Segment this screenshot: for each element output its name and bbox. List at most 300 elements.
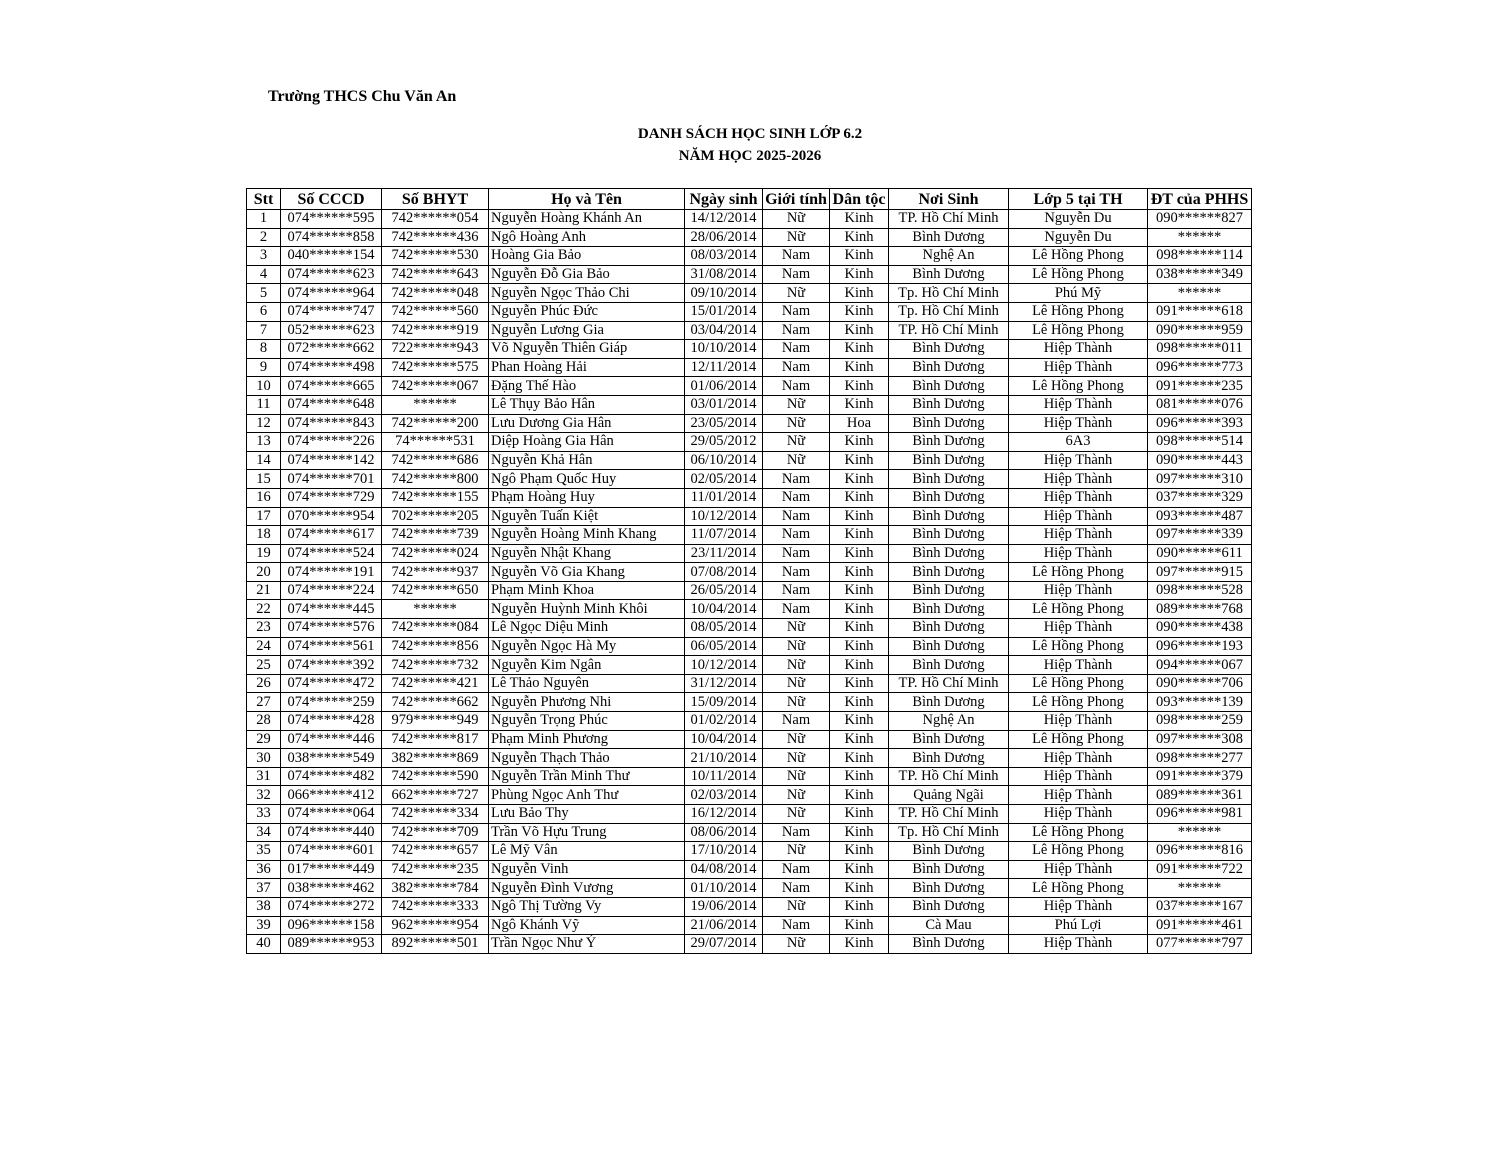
cell-gender: Nữ xyxy=(763,414,830,433)
cell-full-name: Nguyễn Trần Minh Thư xyxy=(489,767,685,786)
cell-birthplace: TP. Hồ Chí Minh xyxy=(889,210,1009,229)
cell-parent-phone: 091******379 xyxy=(1148,767,1252,786)
cell-grade5-school: Phú Lợi xyxy=(1009,916,1148,935)
table-row xyxy=(247,823,1252,842)
cell-stt: 18 xyxy=(247,526,281,545)
cell-parent-phone: 096******816 xyxy=(1148,842,1252,861)
cell-full-name: Diệp Hoàng Gia Hân xyxy=(489,433,685,452)
cell-grade5-school: Hiệp Thành xyxy=(1009,897,1148,916)
cell-cccd: 074******446 xyxy=(281,730,382,749)
cell-bhyt: 742******817 xyxy=(382,730,489,749)
cell-gender: Nam xyxy=(763,860,830,879)
cell-gender: Nam xyxy=(763,526,830,545)
cell-parent-phone: 089******361 xyxy=(1148,786,1252,805)
cell-birth-date: 03/04/2014 xyxy=(685,321,763,340)
cell-gender: Nữ xyxy=(763,619,830,638)
cell-gender: Nam xyxy=(763,563,830,582)
cell-stt: 9 xyxy=(247,358,281,377)
cell-ethnicity: Kinh xyxy=(830,488,889,507)
cell-cccd: 074******498 xyxy=(281,358,382,377)
cell-cccd: 052******623 xyxy=(281,321,382,340)
cell-parent-phone: 090******706 xyxy=(1148,674,1252,693)
cell-ethnicity: Kinh xyxy=(830,433,889,452)
cell-full-name: Lưu Dương Gia Hân xyxy=(489,414,685,433)
table-row xyxy=(247,488,1252,507)
cell-birthplace: Bình Dương xyxy=(889,860,1009,879)
table-row xyxy=(247,433,1252,452)
cell-full-name: Nguyễn Hoàng Minh Khang xyxy=(489,526,685,545)
cell-parent-phone: 098******259 xyxy=(1148,712,1252,731)
cell-grade5-school: Lê Hồng Phong xyxy=(1009,842,1148,861)
cell-cccd: 072******662 xyxy=(281,340,382,359)
cell-bhyt: 382******869 xyxy=(382,749,489,768)
cell-stt: 39 xyxy=(247,916,281,935)
cell-gender: Nam xyxy=(763,916,830,935)
cell-cccd: 074******428 xyxy=(281,712,382,731)
cell-birthplace: Bình Dương xyxy=(889,358,1009,377)
cell-parent-phone: 094******067 xyxy=(1148,656,1252,675)
cell-stt: 19 xyxy=(247,544,281,563)
cell-parent-phone: 089******768 xyxy=(1148,600,1252,619)
cell-bhyt: 742******575 xyxy=(382,358,489,377)
cell-ethnicity: Hoa xyxy=(830,414,889,433)
cell-parent-phone: 091******618 xyxy=(1148,302,1252,321)
cell-full-name: Hoàng Gia Bảo xyxy=(489,247,685,266)
cell-ethnicity: Kinh xyxy=(830,302,889,321)
cell-birth-date: 17/10/2014 xyxy=(685,842,763,861)
cell-full-name: Đặng Thế Hào xyxy=(489,377,685,396)
cell-grade5-school: Lê Hồng Phong xyxy=(1009,247,1148,266)
cell-grade5-school: Hiệp Thành xyxy=(1009,619,1148,638)
cell-bhyt: 742******067 xyxy=(382,377,489,396)
cell-gender: Nữ xyxy=(763,433,830,452)
cell-full-name: Lê Ngọc Diệu Minh xyxy=(489,619,685,638)
table-row xyxy=(247,581,1252,600)
cell-cccd: 074******482 xyxy=(281,767,382,786)
cell-full-name: Nguyễn Đình Vương xyxy=(489,879,685,898)
cell-full-name: Nguyễn Ngọc Hà My xyxy=(489,637,685,656)
cell-gender: Nam xyxy=(763,265,830,284)
cell-grade5-school: Phú Mỹ xyxy=(1009,284,1148,303)
cell-gender: Nam xyxy=(763,823,830,842)
cell-birth-date: 02/03/2014 xyxy=(685,786,763,805)
cell-bhyt: ****** xyxy=(382,600,489,619)
cell-bhyt: 742******643 xyxy=(382,265,489,284)
cell-cccd: 074******226 xyxy=(281,433,382,452)
table-row xyxy=(247,377,1252,396)
cell-birthplace: Cà Mau xyxy=(889,916,1009,935)
cell-cccd: 074******524 xyxy=(281,544,382,563)
cell-birth-date: 04/08/2014 xyxy=(685,860,763,879)
cell-stt: 26 xyxy=(247,674,281,693)
cell-bhyt: 742******235 xyxy=(382,860,489,879)
cell-birth-date: 02/05/2014 xyxy=(685,470,763,489)
table-row xyxy=(247,451,1252,470)
cell-gender: Nam xyxy=(763,302,830,321)
cell-grade5-school: Hiệp Thành xyxy=(1009,749,1148,768)
cell-bhyt: 742******155 xyxy=(382,488,489,507)
cell-full-name: Phạm Minh Phương xyxy=(489,730,685,749)
cell-bhyt: ****** xyxy=(382,395,489,414)
table-row xyxy=(247,860,1252,879)
cell-cccd: 040******154 xyxy=(281,247,382,266)
cell-full-name: Nguyễn Phúc Đức xyxy=(489,302,685,321)
cell-parent-phone: 090******827 xyxy=(1148,210,1252,229)
cell-cccd: 074******224 xyxy=(281,581,382,600)
cell-grade5-school: Lê Hồng Phong xyxy=(1009,879,1148,898)
cell-grade5-school: Lê Hồng Phong xyxy=(1009,823,1148,842)
cell-birth-date: 08/03/2014 xyxy=(685,247,763,266)
cell-birthplace: Tp. Hồ Chí Minh xyxy=(889,284,1009,303)
cell-cccd: 070******954 xyxy=(281,507,382,526)
cell-birthplace: TP. Hồ Chí Minh xyxy=(889,321,1009,340)
cell-birthplace: Bình Dương xyxy=(889,879,1009,898)
table-row xyxy=(247,619,1252,638)
cell-full-name: Nguyễn Ngọc Thảo Chi xyxy=(489,284,685,303)
cell-grade5-school: Nguyễn Du xyxy=(1009,210,1148,229)
column-header-cccd: Số CCCD xyxy=(281,189,382,210)
cell-birthplace: TP. Hồ Chí Minh xyxy=(889,805,1009,824)
cell-bhyt: 742******054 xyxy=(382,210,489,229)
cell-cccd: 089******953 xyxy=(281,935,382,954)
cell-birthplace: Nghệ An xyxy=(889,712,1009,731)
cell-grade5-school: Lê Hồng Phong xyxy=(1009,377,1148,396)
cell-cccd: 074******648 xyxy=(281,395,382,414)
cell-grade5-school: Hiệp Thành xyxy=(1009,395,1148,414)
cell-birthplace: Bình Dương xyxy=(889,414,1009,433)
cell-grade5-school: Lê Hồng Phong xyxy=(1009,730,1148,749)
cell-parent-phone: 098******114 xyxy=(1148,247,1252,266)
cell-bhyt: 742******856 xyxy=(382,637,489,656)
cell-full-name: Nguyễn Lương Gia xyxy=(489,321,685,340)
cell-bhyt: 742******662 xyxy=(382,693,489,712)
cell-gender: Nam xyxy=(763,879,830,898)
cell-bhyt: 742******919 xyxy=(382,321,489,340)
cell-ethnicity: Kinh xyxy=(830,767,889,786)
cell-bhyt: 742******650 xyxy=(382,581,489,600)
column-header-full-name: Họ và Tên xyxy=(489,189,685,210)
cell-gender: Nữ xyxy=(763,935,830,954)
table-row xyxy=(247,358,1252,377)
cell-birth-date: 31/12/2014 xyxy=(685,674,763,693)
table-row xyxy=(247,749,1252,768)
cell-parent-phone: 097******915 xyxy=(1148,563,1252,582)
cell-bhyt: 742******709 xyxy=(382,823,489,842)
cell-cccd: 074******701 xyxy=(281,470,382,489)
cell-cccd: 096******158 xyxy=(281,916,382,935)
cell-stt: 17 xyxy=(247,507,281,526)
table-row xyxy=(247,284,1252,303)
cell-cccd: 074******617 xyxy=(281,526,382,545)
cell-bhyt: 742******084 xyxy=(382,619,489,638)
table-row xyxy=(247,247,1252,266)
cell-grade5-school: Hiệp Thành xyxy=(1009,581,1148,600)
cell-gender: Nam xyxy=(763,247,830,266)
column-header-ethnicity: Dân tộc xyxy=(830,189,889,210)
cell-gender: Nam xyxy=(763,340,830,359)
cell-parent-phone: 096******981 xyxy=(1148,805,1252,824)
cell-stt: 27 xyxy=(247,693,281,712)
cell-ethnicity: Kinh xyxy=(830,377,889,396)
cell-ethnicity: Kinh xyxy=(830,916,889,935)
cell-cccd: 074******440 xyxy=(281,823,382,842)
cell-cccd: 074******729 xyxy=(281,488,382,507)
cell-cccd: 038******549 xyxy=(281,749,382,768)
cell-birth-date: 03/01/2014 xyxy=(685,395,763,414)
table-row xyxy=(247,600,1252,619)
cell-full-name: Nguyễn Võ Gia Khang xyxy=(489,563,685,582)
cell-grade5-school: 6A3 xyxy=(1009,433,1148,452)
cell-parent-phone: 097******310 xyxy=(1148,470,1252,489)
cell-full-name: Nguyễn Khả Hân xyxy=(489,451,685,470)
cell-cccd: 074******858 xyxy=(281,228,382,247)
cell-stt: 16 xyxy=(247,488,281,507)
cell-gender: Nữ xyxy=(763,730,830,749)
cell-cccd: 074******665 xyxy=(281,377,382,396)
cell-birth-date: 10/04/2014 xyxy=(685,600,763,619)
cell-ethnicity: Kinh xyxy=(830,935,889,954)
table-row xyxy=(247,897,1252,916)
cell-stt: 40 xyxy=(247,935,281,954)
cell-ethnicity: Kinh xyxy=(830,879,889,898)
cell-ethnicity: Kinh xyxy=(830,805,889,824)
cell-birthplace: Quảng Ngãi xyxy=(889,786,1009,805)
school-year-title: NĂM HỌC 2025-2026 xyxy=(678,148,822,164)
cell-ethnicity: Kinh xyxy=(830,340,889,359)
cell-parent-phone: 093******139 xyxy=(1148,693,1252,712)
cell-birth-date: 14/12/2014 xyxy=(685,210,763,229)
table-row xyxy=(247,210,1252,229)
cell-bhyt: 742******800 xyxy=(382,470,489,489)
cell-parent-phone: 091******235 xyxy=(1148,377,1252,396)
cell-birth-date: 23/05/2014 xyxy=(685,414,763,433)
cell-gender: Nữ xyxy=(763,451,830,470)
cell-gender: Nam xyxy=(763,488,830,507)
cell-full-name: Nguyễn Phương Nhi xyxy=(489,693,685,712)
cell-full-name: Lê Thảo Nguyên xyxy=(489,674,685,693)
cell-full-name: Phan Hoàng Hải xyxy=(489,358,685,377)
cell-full-name: Ngô Phạm Quốc Huy xyxy=(489,470,685,489)
cell-cccd: 038******462 xyxy=(281,879,382,898)
cell-cccd: 074******445 xyxy=(281,600,382,619)
cell-bhyt: 662******727 xyxy=(382,786,489,805)
cell-cccd: 074******843 xyxy=(281,414,382,433)
cell-grade5-school: Hiệp Thành xyxy=(1009,544,1148,563)
cell-birth-date: 08/05/2014 xyxy=(685,619,763,638)
cell-stt: 11 xyxy=(247,395,281,414)
cell-birth-date: 01/02/2014 xyxy=(685,712,763,731)
table-row xyxy=(247,302,1252,321)
table-row xyxy=(247,805,1252,824)
cell-parent-phone: 091******461 xyxy=(1148,916,1252,935)
column-header-gender: Giới tính xyxy=(763,189,830,210)
cell-birth-date: 10/11/2014 xyxy=(685,767,763,786)
cell-grade5-school: Lê Hồng Phong xyxy=(1009,563,1148,582)
cell-stt: 2 xyxy=(247,228,281,247)
cell-birthplace: Bình Dương xyxy=(889,340,1009,359)
cell-birthplace: Bình Dương xyxy=(889,470,1009,489)
cell-stt: 3 xyxy=(247,247,281,266)
cell-bhyt: 742******333 xyxy=(382,897,489,916)
cell-full-name: Nguyễn Huỳnh Minh Khôi xyxy=(489,600,685,619)
table-row xyxy=(247,544,1252,563)
table-row xyxy=(247,563,1252,582)
cell-stt: 29 xyxy=(247,730,281,749)
table-row xyxy=(247,767,1252,786)
cell-grade5-school: Hiệp Thành xyxy=(1009,935,1148,954)
cell-birth-date: 21/10/2014 xyxy=(685,749,763,768)
cell-birthplace: Bình Dương xyxy=(889,600,1009,619)
cell-parent-phone: 081******076 xyxy=(1148,395,1252,414)
cell-stt: 14 xyxy=(247,451,281,470)
cell-ethnicity: Kinh xyxy=(830,507,889,526)
cell-birthplace: Bình Dương xyxy=(889,451,1009,470)
cell-ethnicity: Kinh xyxy=(830,563,889,582)
cell-ethnicity: Kinh xyxy=(830,395,889,414)
cell-grade5-school: Hiệp Thành xyxy=(1009,470,1148,489)
cell-bhyt: 892******501 xyxy=(382,935,489,954)
cell-stt: 32 xyxy=(247,786,281,805)
cell-birth-date: 10/12/2014 xyxy=(685,507,763,526)
cell-bhyt: 742******530 xyxy=(382,247,489,266)
cell-stt: 35 xyxy=(247,842,281,861)
cell-birthplace: Bình Dương xyxy=(889,730,1009,749)
cell-parent-phone: ****** xyxy=(1148,879,1252,898)
cell-birth-date: 01/06/2014 xyxy=(685,377,763,396)
cell-grade5-school: Hiệp Thành xyxy=(1009,805,1148,824)
cell-ethnicity: Kinh xyxy=(830,749,889,768)
cell-bhyt: 74******531 xyxy=(382,433,489,452)
cell-full-name: Phạm Minh Khoa xyxy=(489,581,685,600)
cell-stt: 13 xyxy=(247,433,281,452)
cell-bhyt: 742******334 xyxy=(382,805,489,824)
cell-gender: Nữ xyxy=(763,210,830,229)
cell-grade5-school: Hiệp Thành xyxy=(1009,358,1148,377)
cell-birth-date: 10/04/2014 xyxy=(685,730,763,749)
cell-stt: 20 xyxy=(247,563,281,582)
cell-gender: Nữ xyxy=(763,284,830,303)
cell-gender: Nữ xyxy=(763,674,830,693)
cell-parent-phone: 097******308 xyxy=(1148,730,1252,749)
cell-ethnicity: Kinh xyxy=(830,637,889,656)
cell-full-name: Nguyễn Tuấn Kiệt xyxy=(489,507,685,526)
cell-stt: 1 xyxy=(247,210,281,229)
cell-full-name: Nguyễn Hoàng Khánh An xyxy=(489,210,685,229)
cell-grade5-school: Hiệp Thành xyxy=(1009,507,1148,526)
cell-ethnicity: Kinh xyxy=(830,470,889,489)
cell-grade5-school: Hiệp Thành xyxy=(1009,767,1148,786)
student-roster-table xyxy=(246,188,1252,954)
cell-ethnicity: Kinh xyxy=(830,656,889,675)
cell-birth-date: 10/10/2014 xyxy=(685,340,763,359)
cell-parent-phone: 096******193 xyxy=(1148,637,1252,656)
cell-birthplace: Bình Dương xyxy=(889,693,1009,712)
cell-grade5-school: Hiệp Thành xyxy=(1009,414,1148,433)
cell-stt: 15 xyxy=(247,470,281,489)
cell-birthplace: Bình Dương xyxy=(889,228,1009,247)
cell-grade5-school: Hiệp Thành xyxy=(1009,526,1148,545)
cell-gender: Nam xyxy=(763,377,830,396)
cell-ethnicity: Kinh xyxy=(830,228,889,247)
table-row xyxy=(247,712,1252,731)
cell-ethnicity: Kinh xyxy=(830,526,889,545)
cell-birth-date: 21/06/2014 xyxy=(685,916,763,935)
cell-full-name: Nguyễn Kim Ngân xyxy=(489,656,685,675)
cell-bhyt: 742******732 xyxy=(382,656,489,675)
cell-parent-phone: 097******339 xyxy=(1148,526,1252,545)
cell-gender: Nữ xyxy=(763,805,830,824)
cell-birth-date: 29/05/2012 xyxy=(685,433,763,452)
cell-stt: 7 xyxy=(247,321,281,340)
cell-gender: Nam xyxy=(763,321,830,340)
cell-parent-phone: 090******438 xyxy=(1148,619,1252,638)
cell-cccd: 017******449 xyxy=(281,860,382,879)
column-header-birthplace: Nơi Sinh xyxy=(889,189,1009,210)
cell-full-name: Nguyễn Trọng Phúc xyxy=(489,712,685,731)
cell-stt: 28 xyxy=(247,712,281,731)
table-row xyxy=(247,321,1252,340)
cell-birth-date: 26/05/2014 xyxy=(685,581,763,600)
cell-grade5-school: Lê Hồng Phong xyxy=(1009,637,1148,656)
cell-bhyt: 382******784 xyxy=(382,879,489,898)
cell-birthplace: Bình Dương xyxy=(889,637,1009,656)
cell-ethnicity: Kinh xyxy=(830,358,889,377)
cell-ethnicity: Kinh xyxy=(830,842,889,861)
cell-birthplace: Bình Dương xyxy=(889,619,1009,638)
cell-stt: 30 xyxy=(247,749,281,768)
cell-full-name: Ngô Hoàng Anh xyxy=(489,228,685,247)
cell-birth-date: 06/05/2014 xyxy=(685,637,763,656)
cell-gender: Nam xyxy=(763,712,830,731)
cell-stt: 8 xyxy=(247,340,281,359)
cell-grade5-school: Lê Hồng Phong xyxy=(1009,600,1148,619)
cell-bhyt: 742******937 xyxy=(382,563,489,582)
cell-stt: 25 xyxy=(247,656,281,675)
cell-parent-phone: 098******528 xyxy=(1148,581,1252,600)
cell-birth-date: 09/10/2014 xyxy=(685,284,763,303)
column-header-grade5-school: Lớp 5 tại TH xyxy=(1009,189,1148,210)
cell-parent-phone: 090******611 xyxy=(1148,544,1252,563)
cell-grade5-school: Hiệp Thành xyxy=(1009,656,1148,675)
cell-full-name: Phạm Hoàng Huy xyxy=(489,488,685,507)
cell-parent-phone: 098******514 xyxy=(1148,433,1252,452)
cell-full-name: Nguyễn Đỗ Gia Bảo xyxy=(489,265,685,284)
cell-grade5-school: Lê Hồng Phong xyxy=(1009,265,1148,284)
cell-birth-date: 29/07/2014 xyxy=(685,935,763,954)
cell-gender: Nữ xyxy=(763,767,830,786)
cell-bhyt: 742******436 xyxy=(382,228,489,247)
cell-stt: 31 xyxy=(247,767,281,786)
cell-birthplace: Tp. Hồ Chí Minh xyxy=(889,302,1009,321)
cell-stt: 4 xyxy=(247,265,281,284)
table-row xyxy=(247,916,1252,935)
table-row xyxy=(247,786,1252,805)
cell-cccd: 074******601 xyxy=(281,842,382,861)
column-header-bhyt: Số BHYT xyxy=(382,189,489,210)
cell-full-name: Nguyễn Nhật Khang xyxy=(489,544,685,563)
cell-cccd: 074******272 xyxy=(281,897,382,916)
table-row xyxy=(247,693,1252,712)
cell-grade5-school: Lê Hồng Phong xyxy=(1009,321,1148,340)
cell-grade5-school: Lê Hồng Phong xyxy=(1009,302,1148,321)
table-row xyxy=(247,842,1252,861)
cell-gender: Nam xyxy=(763,507,830,526)
table-row xyxy=(247,879,1252,898)
cell-birthplace: Bình Dương xyxy=(889,842,1009,861)
cell-gender: Nữ xyxy=(763,897,830,916)
cell-gender: Nữ xyxy=(763,637,830,656)
cell-gender: Nam xyxy=(763,600,830,619)
